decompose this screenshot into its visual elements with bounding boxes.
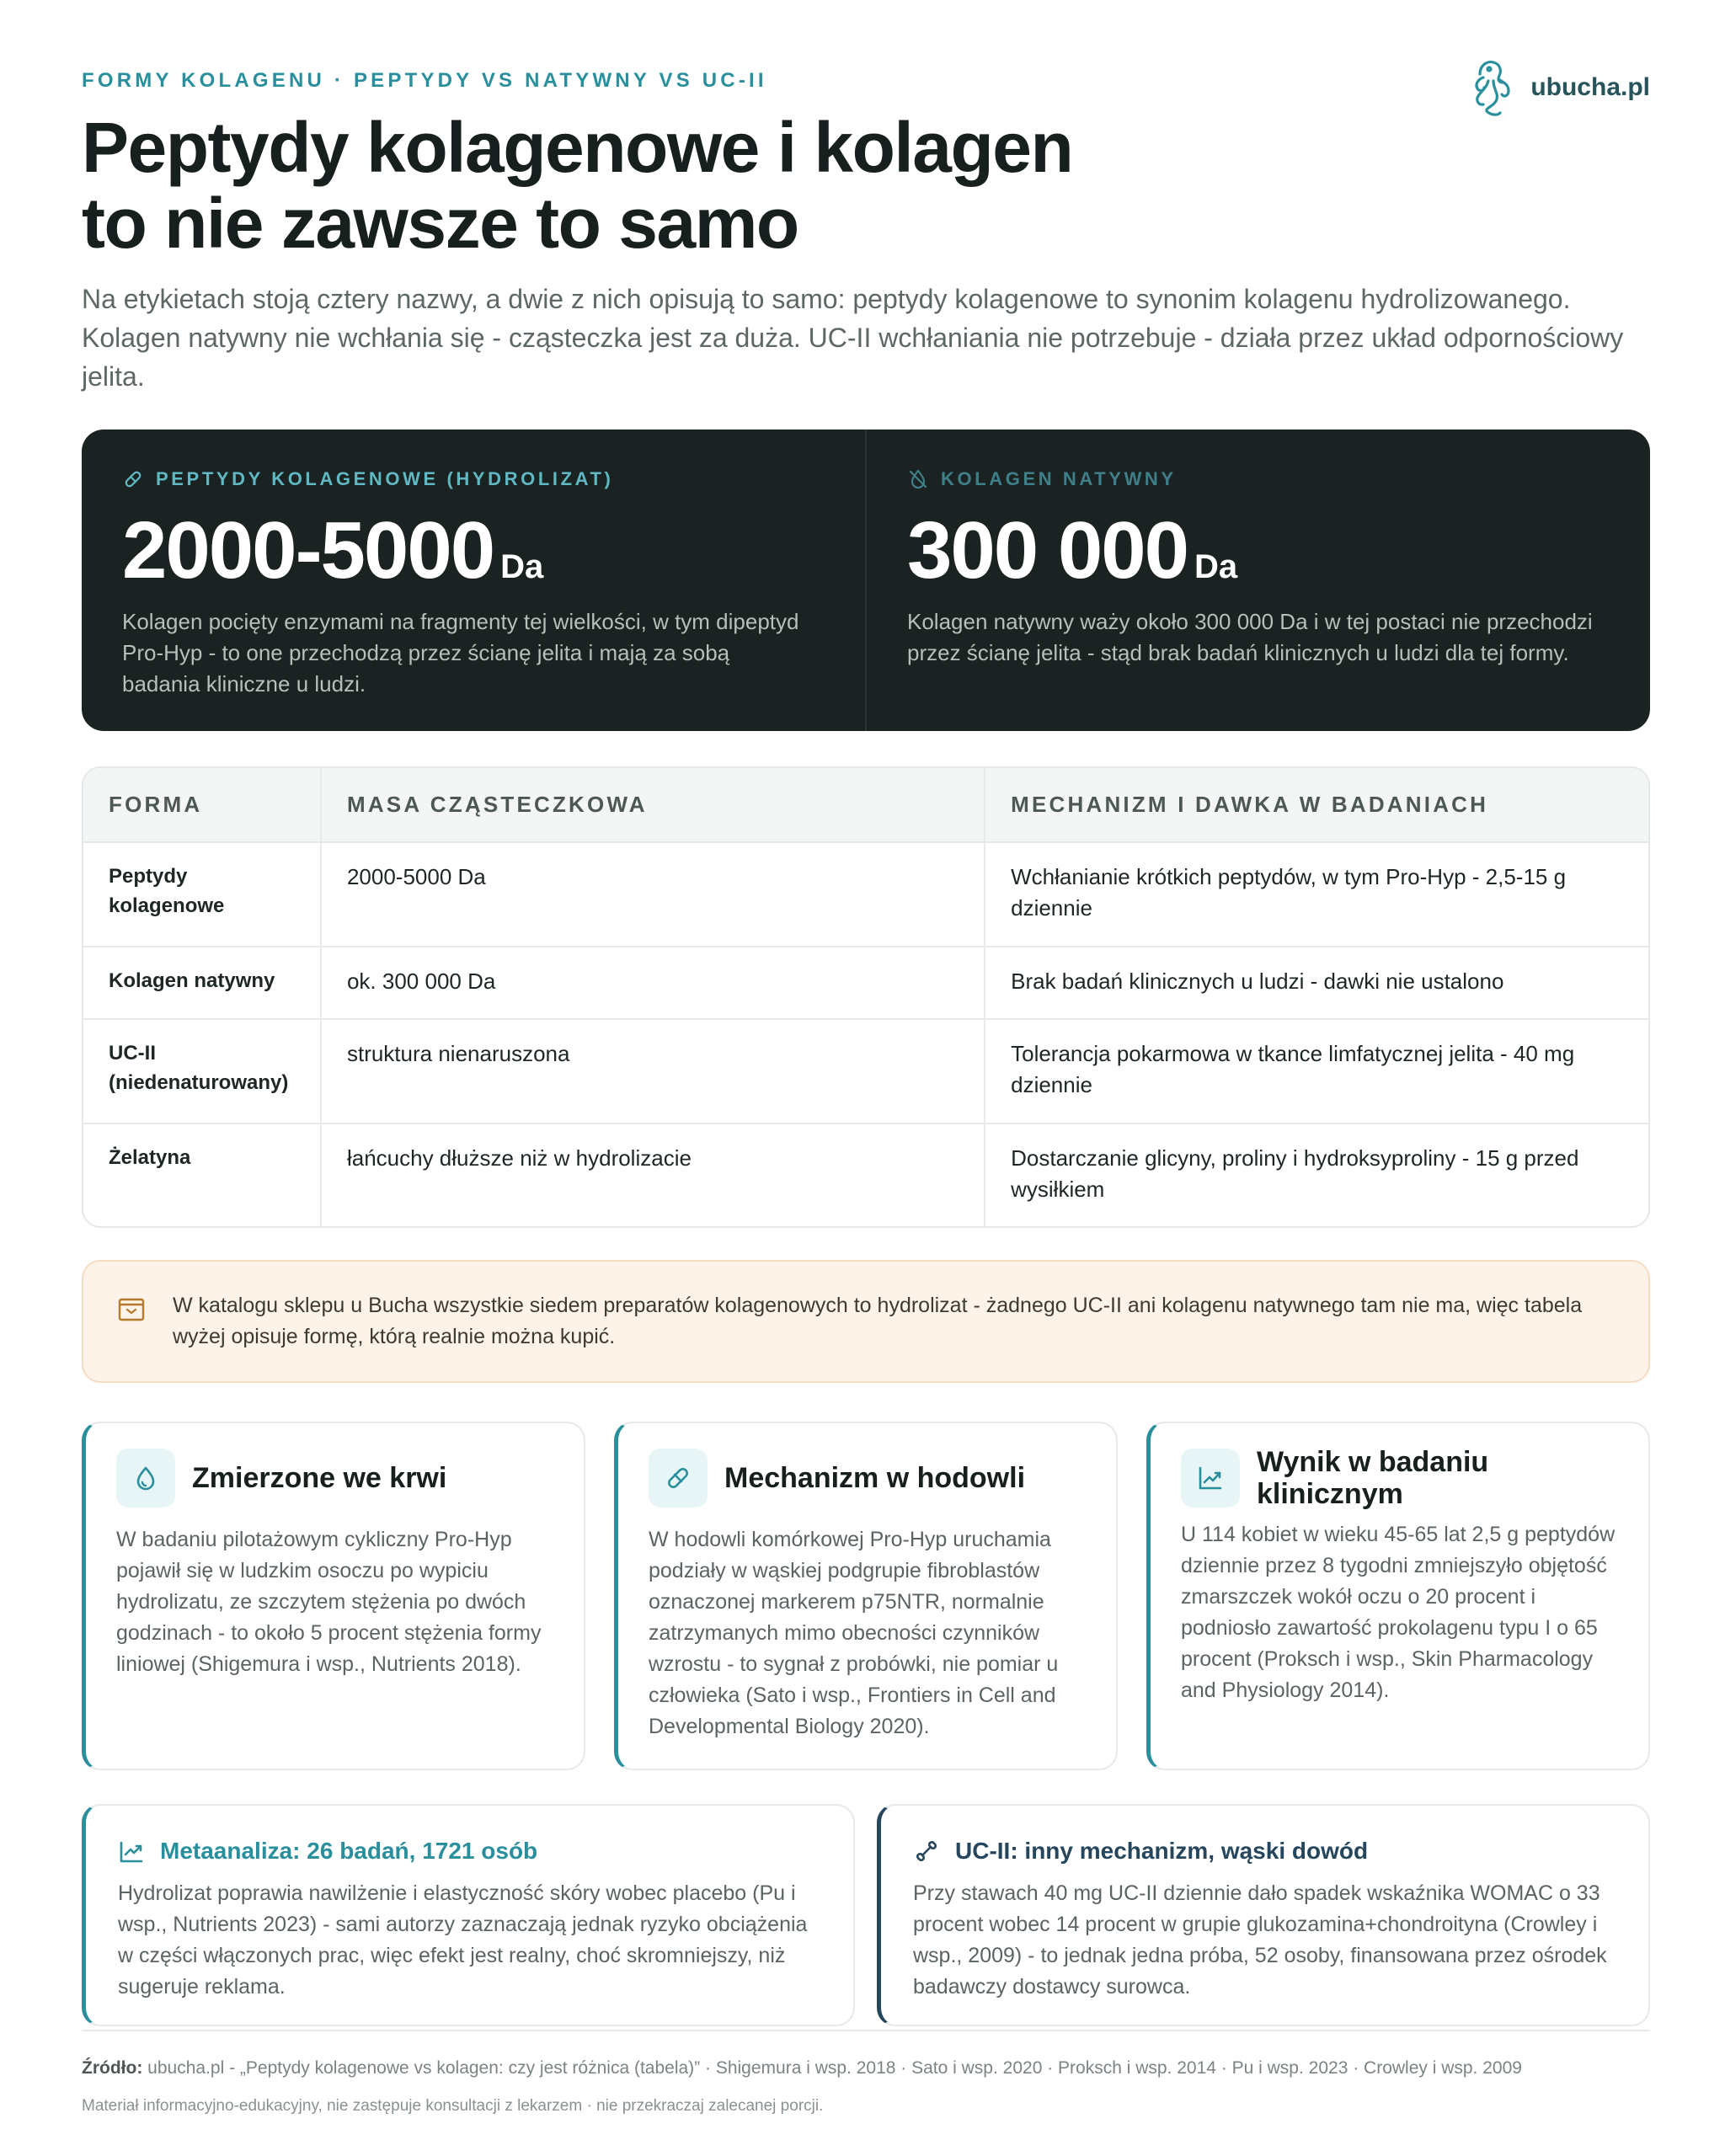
card-title: Zmierzone we krwi — [192, 1462, 447, 1494]
hero-peptides-unit: Da — [500, 548, 544, 585]
hero-native-value — [907, 505, 1611, 595]
pill-icon — [649, 1449, 708, 1508]
table-row — [83, 947, 1648, 1019]
row-form: Peptydy kolagenowe — [109, 865, 225, 917]
hero-peptides — [82, 430, 865, 731]
catalog-note — [82, 1260, 1650, 1383]
evidence-card-clinical — [1146, 1422, 1650, 1770]
hero-peptides-label: PEPTYDY KOLAGENOWE (HYDROLIZAT) — [122, 468, 826, 490]
brand-logo[interactable] — [1468, 56, 1650, 120]
disclaimer: Materiał informacyjno-edukacyjny, nie zastępuje konsultacji z lekarzem · nie przekraczaj zalecanej porcji. — [82, 2097, 824, 2115]
drop-icon — [116, 1449, 175, 1508]
hero-native-number: 300 000 — [907, 505, 1188, 595]
package-icon — [117, 1295, 146, 1324]
card-title: Metaanaliza: 26 badań, 1721 osób — [160, 1838, 538, 1864]
lead-paragraph: Na etykietach stoją cztery nazwy, a dwie z nich opisują to samo: peptydy kolagenowe to synonim kolagenu hydrolizowanego. Kolagen natywny nie wchłania się - cząsteczka jest za duża. UC-II wchłaniania nie potrzebuje - działa przez układ odpornościowy jelita. — [82, 284, 1624, 392]
hero-peptides-description: Kolagen pocięty enzymami na fragmenty tej wielkości, w tym dipeptyd Pro-Hyp - to one przechodzą przez ścianę jelita i mają za sobą badania kliniczne u ludzi. — [122, 609, 799, 696]
hero-native-unit: Da — [1194, 548, 1238, 585]
evidence-card-blood — [82, 1422, 585, 1770]
row-form: UC-II (niedenaturowany) — [83, 1019, 321, 1123]
card-body: Przy stawach 40 mg UC-II dziennie dało spadek wskaźnika WOMAC o 33 procent wobec 14 procent w grupie glukozamina+chondroityna (Crowley i wsp., 2009) - to jednak jedna próba, 52 osoby, finansowana przez ośrodek badawczy dostawcy surowca. — [913, 1881, 1607, 1999]
column-header-mechanism: MECHANIZM I DAWKA W BADANIACH — [985, 768, 1648, 842]
row-form: Żelatyna — [83, 1123, 321, 1226]
hero-native-description: Kolagen natywny waży około 300 000 Da i w tej postaci nie przechodzi przez ścianę jelita - stąd brak badań klinicznych u ludzi dla tej formy. — [907, 609, 1593, 665]
card-body: Hydrolizat poprawia nawilżenie i elastyczność skóry wobec placebo (Pu i wsp., Nutrients 2023) - sami autorzy zaznaczają jednak ryzyko obciążenia w części włączonych prac, więc efekt jest realny, choć skromniejszy, niż sugeruje reklama. — [118, 1881, 808, 1999]
note-text: W katalogu sklepu u Bucha wszystkie siedem preparatów kolagenowych to hydrolizat - żadnego UC-II ani kolagenu natywnego tam nie ma, więc tabela wyżej opisuje formę, którą realnie można kupić. — [173, 1294, 1583, 1348]
eyebrow: FORMY KOLAGENU · PEPTYDY VS NATYWNY VS UC-II — [82, 69, 767, 92]
row-mass: struktura nienaruszona — [321, 1019, 985, 1123]
row-mass: 2000-5000 Da — [321, 842, 985, 947]
row-mechanism: Brak badań klinicznych u ludzi - dawki nie ustalono — [985, 947, 1648, 1019]
row-form: Kolagen natywny — [83, 947, 321, 1019]
title-line-1: Peptydy kolagenowe i kolagen — [82, 108, 1073, 187]
bone-icon — [913, 1838, 940, 1865]
meta-analysis-card — [82, 1804, 855, 2026]
source-label: Źródło: — [82, 2058, 143, 2078]
hero-native — [865, 430, 1650, 731]
trend-icon — [1181, 1449, 1240, 1508]
card-body: W badaniu pilotażowym cykliczny Pro-Hyp pojawił się w ludzkim osoczu po wypiciu hydrolizatu, ze szczytem stężenia po dwóch godzinach - to około 5 procent stężenia formy liniowej (Shigemura i wsp., Nutrients 2018). — [116, 1528, 542, 1676]
uc2-card — [877, 1804, 1650, 2026]
comparison-table — [82, 766, 1650, 1228]
table-row — [83, 1019, 1648, 1123]
card-body: W hodowli komórkowej Pro-Hyp uruchamia podziały w wąskiej podgrupie fibroblastów oznaczonej markerem p75NTR, normalnie zatrzymanych mimo obecności czynników wzrostu - to sygnał z probówki, nie pomiar u człowieka (Sato i wsp., Frontiers in Cell and Developmental Biology 2020). — [649, 1528, 1059, 1738]
hero-peptides-number: 2000-5000 — [122, 505, 494, 595]
row-mechanism: Wchłanianie krótkich peptydów, w tym Pro-Hyp - 2,5-15 g dziennie — [985, 842, 1648, 947]
evidence-card-culture — [614, 1422, 1118, 1770]
card-title: UC-II: inny mechanizm, wąski dowód — [955, 1838, 1369, 1864]
row-mass: łańcuchy dłuższe niż w hydrolizacie — [321, 1123, 985, 1226]
pill-icon — [122, 468, 144, 490]
molecular-mass-panel — [82, 430, 1650, 731]
table-row — [83, 842, 1648, 947]
source-line — [82, 2058, 1522, 2079]
title-line-2: to nie zawsze to samo — [82, 184, 798, 263]
page-title — [82, 109, 1072, 261]
source-text: ubucha.pl - „Peptydy kolagenowe vs kolagen: czy jest różnica (tabela)” · Shigemura i wsp. 2018 · Sato i wsp. 2020 · Proksch i wsp. 2014 · Pu i wsp. 2023 · Crowley i wsp. 2009 — [147, 2058, 1522, 2078]
column-header-form: FORMA — [83, 768, 321, 842]
table-row — [83, 1123, 1648, 1226]
footer-divider — [82, 2030, 1650, 2031]
card-title: Mechanizm w hodowli — [724, 1462, 1026, 1494]
hero-peptides-value — [122, 505, 826, 595]
column-header-mass: MASA CZĄSTECZKOWA — [321, 768, 985, 842]
table-header-row — [83, 768, 1648, 842]
logo-text: ubucha.pl — [1530, 73, 1650, 101]
row-mechanism: Tolerancja pokarmowa w tkance limfatycznej jelita - 40 mg dziennie — [985, 1019, 1648, 1123]
row-mass: ok. 300 000 Da — [321, 947, 985, 1019]
trend-icon — [118, 1838, 145, 1865]
blocked-icon — [907, 468, 929, 490]
hero-native-label: KOLAGEN NATYWNY — [907, 468, 1611, 490]
card-title: Wynik w badaniu klinicznym — [1257, 1446, 1489, 1510]
row-mechanism: Dostarczanie glicyny, proliny i hydroksyproliny - 15 g przed wysiłkiem — [985, 1123, 1648, 1226]
card-body: U 114 kobiet w wieku 45-65 lat 2,5 g peptydów dziennie przez 8 tygodni zmniejszyło objętość zmarszczek wokół oczu o 20 procent i podniosło zawartość prokolagenu typu I o 65 procent (Proksch i wsp., Skin Pharmacology and Physiology 2014). — [1181, 1523, 1616, 1702]
octopus-logo-icon — [1468, 56, 1514, 120]
